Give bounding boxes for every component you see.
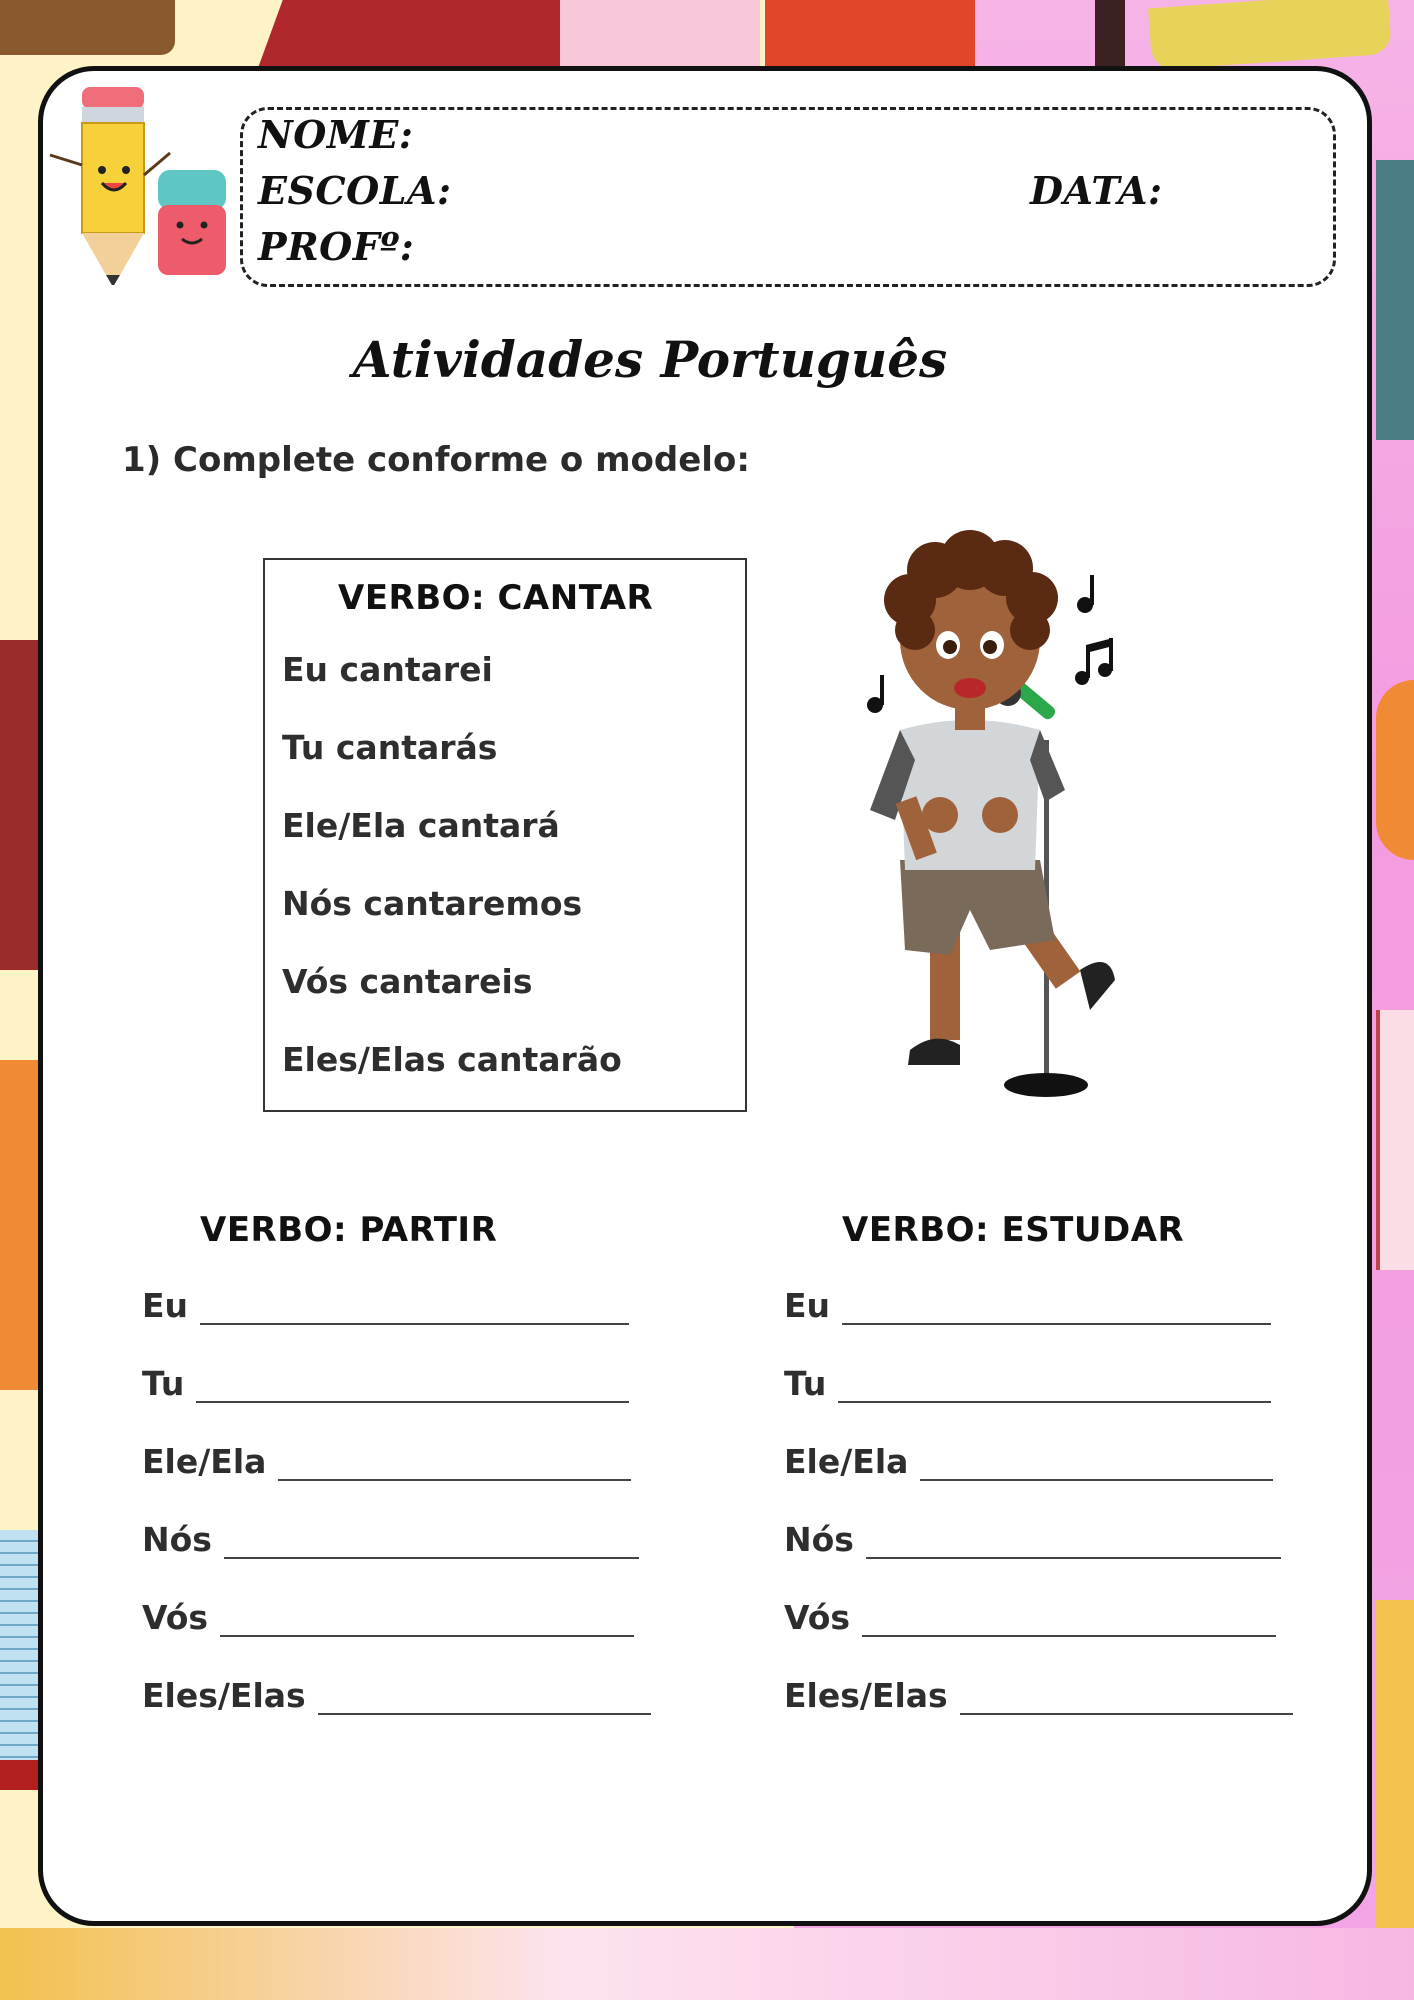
name-label: NOME: [258, 112, 414, 157]
model-line: Nós cantaremos [282, 884, 583, 923]
date-label: DATA: [1030, 168, 1163, 213]
exercise-row [142, 1364, 629, 1403]
orange-book-top [765, 0, 975, 70]
answer-line[interactable] [960, 1683, 1293, 1715]
exercise-verb-title: VERBO: ESTUDAR [842, 1210, 1185, 1250]
answer-line[interactable] [196, 1371, 629, 1403]
exercise-row [784, 1598, 1276, 1637]
exercise-row [784, 1364, 1271, 1403]
pronoun-label: Eu [784, 1286, 831, 1325]
pronoun-label: Eu [142, 1286, 189, 1325]
blue-notebook-left [0, 1530, 38, 1770]
pink-notebook-right [1376, 1010, 1414, 1270]
exercise-row [142, 1286, 629, 1325]
instruction-text: 1) Complete conforme o modelo: [122, 440, 750, 480]
yellow-ruler-right [1376, 1600, 1414, 1930]
answer-line[interactable] [224, 1527, 639, 1559]
exercise-verb-title: VERBO: PARTIR [200, 1210, 498, 1250]
answer-line[interactable] [842, 1293, 1271, 1325]
answer-line[interactable] [862, 1605, 1276, 1637]
pronoun-label: Vós [142, 1598, 209, 1637]
exercise-row [142, 1676, 651, 1715]
model-line: Eu cantarei [282, 650, 493, 689]
page-title: Atividades Português [352, 330, 948, 389]
singing-boy-illustration-icon [840, 510, 1180, 1110]
orange-shape-left [0, 1060, 38, 1390]
pronoun-label: Ele/Ela [142, 1442, 267, 1481]
orange-shape-bottom [0, 1928, 1414, 2000]
pink-block-top [560, 0, 760, 70]
pencil-eraser-mascot-icon [40, 75, 240, 285]
pronoun-label: Ele/Ela [784, 1442, 909, 1481]
model-line: Eles/Elas cantarão [282, 1040, 622, 1079]
answer-line[interactable] [920, 1449, 1273, 1481]
answer-line[interactable] [318, 1683, 651, 1715]
red-strip-left [0, 1760, 38, 1790]
exercise-row [142, 1520, 639, 1559]
pronoun-label: Tu [784, 1364, 827, 1403]
teacher-label: PROFº: [258, 224, 415, 269]
model-verb-title: VERBO: CANTAR [338, 578, 654, 618]
model-line: Ele/Ela cantará [282, 806, 560, 845]
brown-pencil-top-left [0, 0, 175, 55]
exercise-row [142, 1598, 634, 1637]
teal-pencil-right [1376, 160, 1414, 440]
dark-pencil-top [1095, 0, 1125, 70]
pronoun-label: Tu [142, 1364, 185, 1403]
red-book-left [0, 640, 38, 970]
answer-line[interactable] [866, 1527, 1281, 1559]
exercise-row [784, 1676, 1293, 1715]
answer-line[interactable] [278, 1449, 631, 1481]
exercise-row [784, 1520, 1281, 1559]
model-line: Tu cantarás [282, 728, 498, 767]
pronoun-label: Vós [784, 1598, 851, 1637]
pronoun-label: Eles/Elas [142, 1676, 306, 1715]
exercise-row [142, 1442, 631, 1481]
answer-line[interactable] [200, 1293, 629, 1325]
model-line: Vós cantareis [282, 962, 533, 1001]
pronoun-label: Nós [142, 1520, 212, 1559]
exercise-row [784, 1286, 1271, 1325]
pronoun-label: Nós [784, 1520, 854, 1559]
orange-palette-right [1376, 680, 1414, 860]
school-label: ESCOLA: [258, 168, 452, 213]
answer-line[interactable] [838, 1371, 1271, 1403]
answer-line[interactable] [220, 1605, 634, 1637]
pronoun-label: Eles/Elas [784, 1676, 948, 1715]
exercise-row [784, 1442, 1273, 1481]
